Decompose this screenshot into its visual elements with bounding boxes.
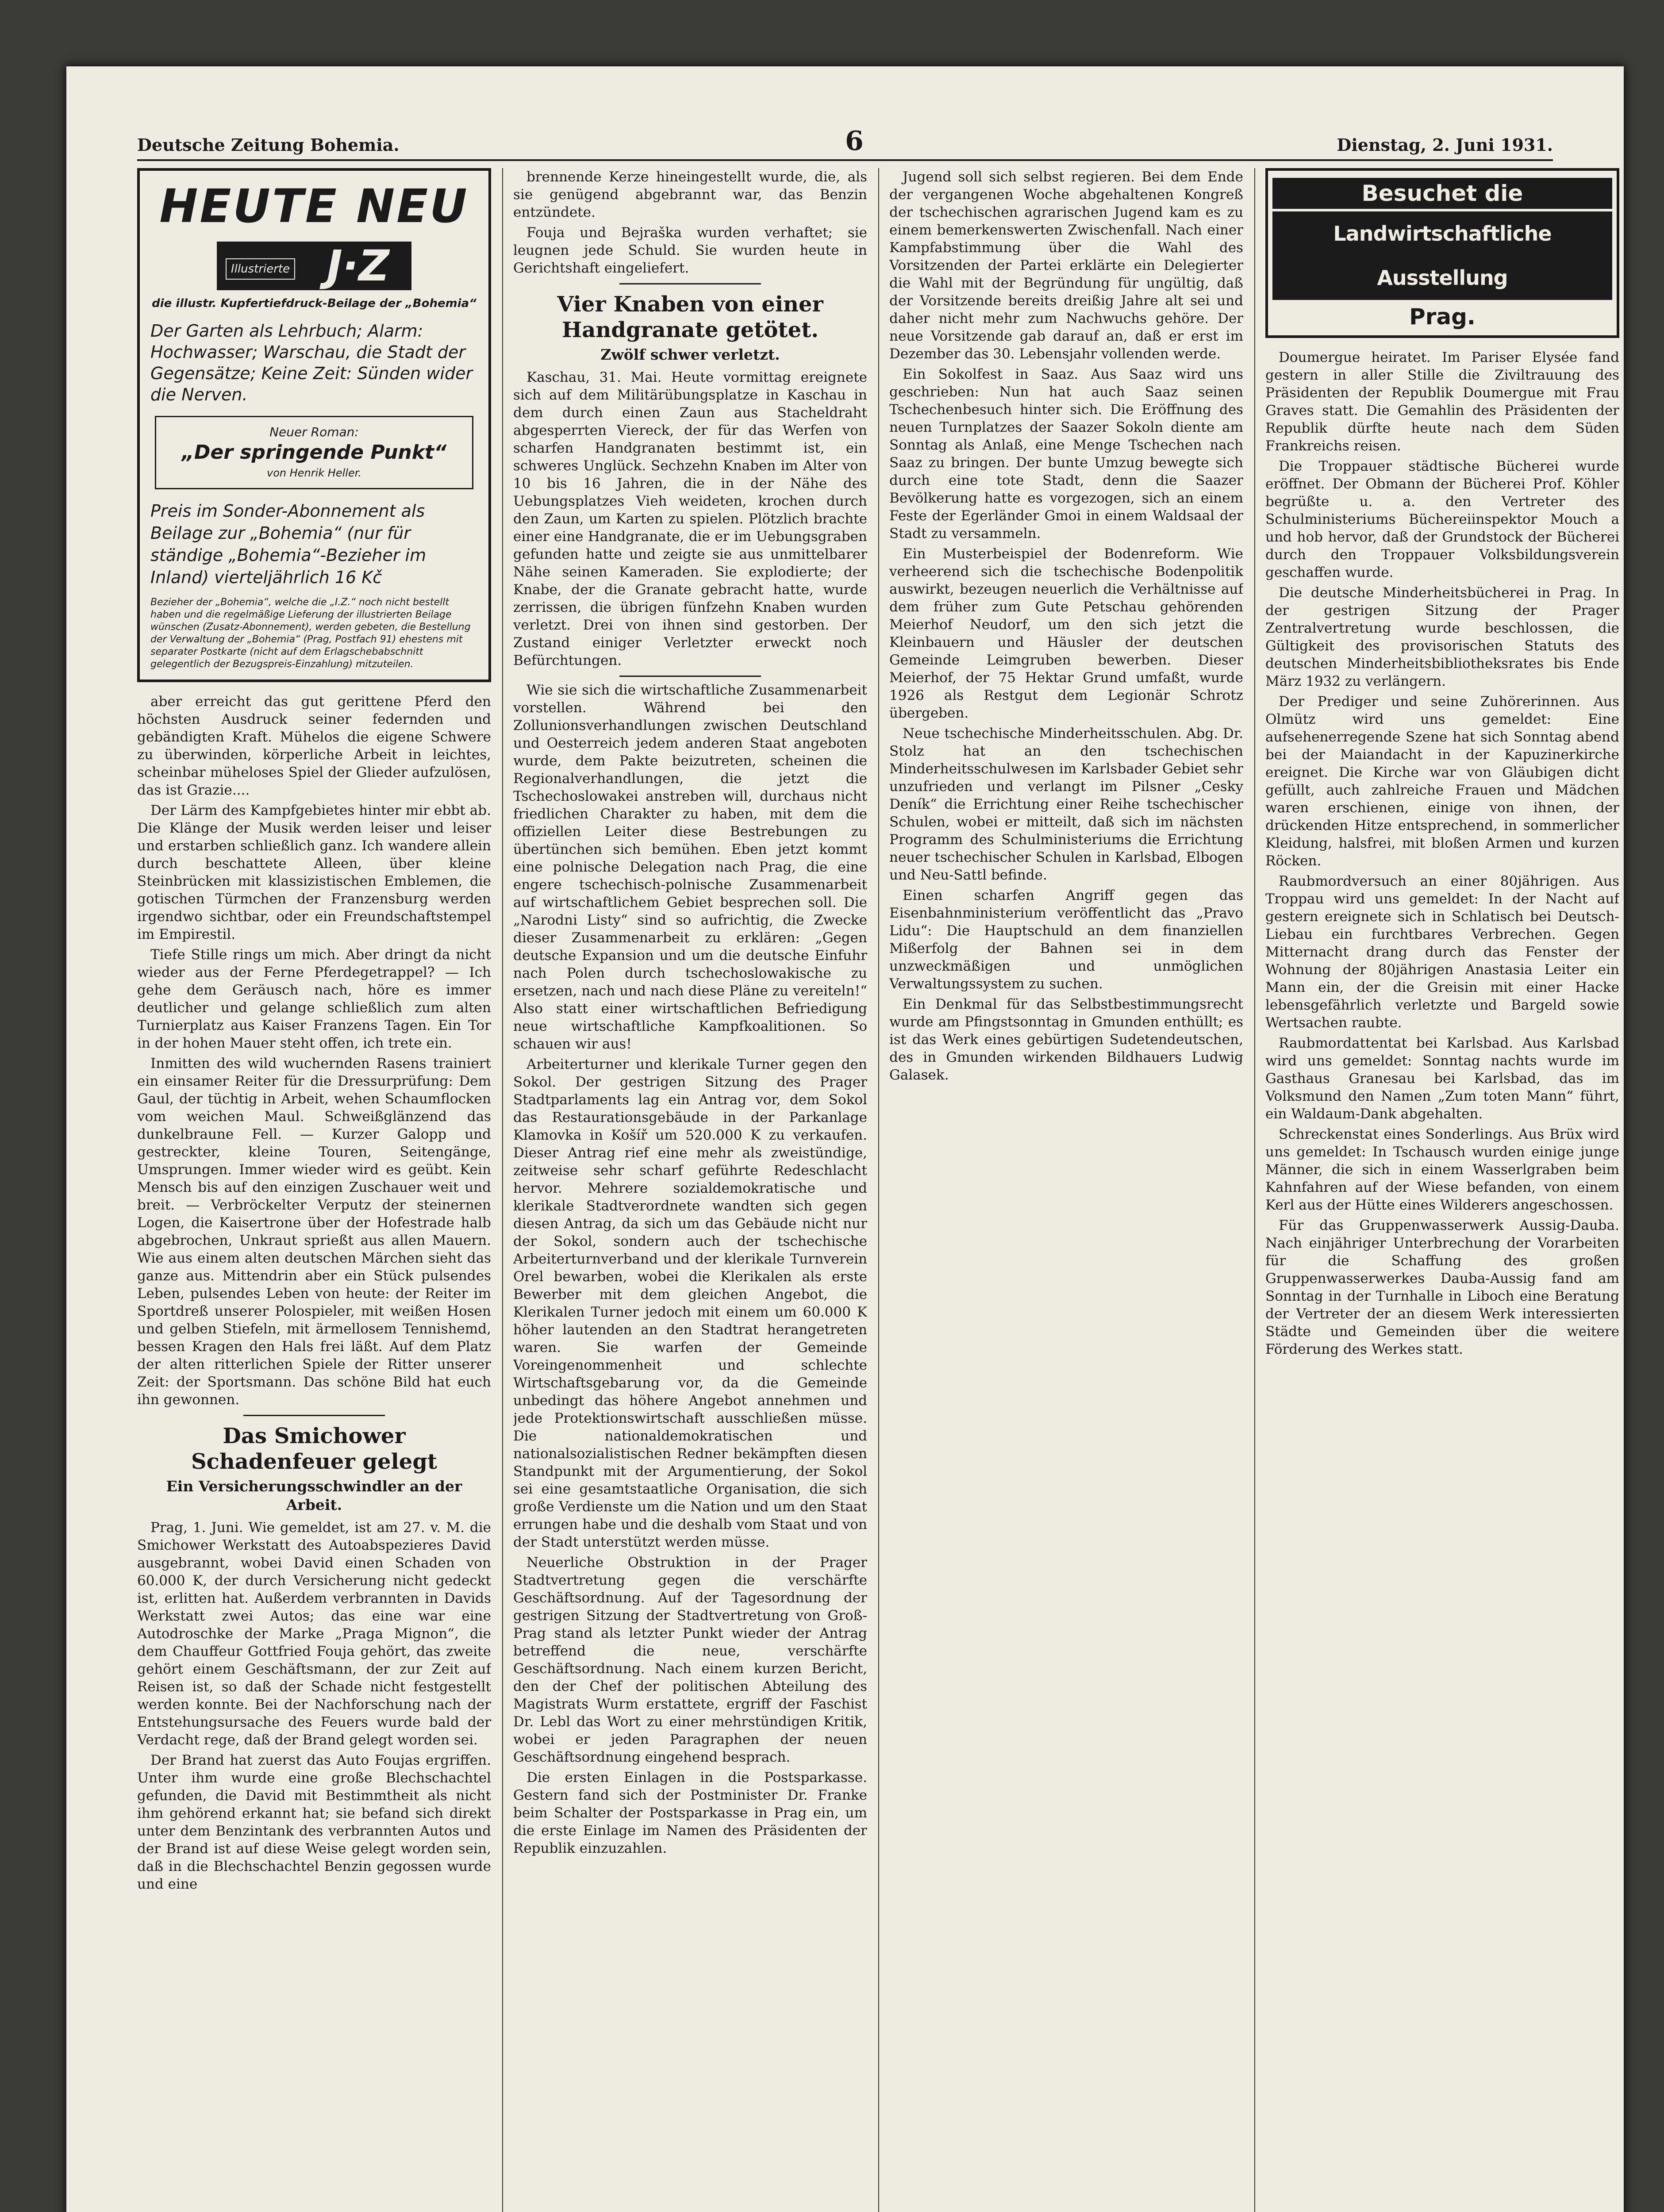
ad-headline: HEUTE NEU	[159, 179, 469, 233]
novel-author: von Henrik Heller.	[266, 467, 362, 479]
article-paragraph: Ein Sokolfest in Saaz. Aus Saaz wird uns geschrieben: Nun hat auch Saaz seinen Tschechenbesuch hinter sich. Die Eröffnung des neuen Turnplatzes der Saazer Sokoln diente am Sonntag als Anlaß, eine Menge Tschechen nach Saaz zu bringen. Der bunte Umzug bewegte sich durch eine tote Stadt, denn die Saazer Bevölkerung hatte es vorgezogen, sich an einem Feste der Egerländer Gmoi in einem Waldsaal der Stadt zu versammeln.	[889, 366, 1243, 541]
page-header	[137, 119, 1553, 161]
article-paragraph: Neuerliche Obstruktion in der Prager Stadtvertretung gegen die verschärfte Geschäftsordnung. Auf der Tagesordnung der gestrigen Sitzung der Stadtvertretung von Groß-Prag stand als letzter Punkt wieder der Antrag betreffend die neue, verschärfte Geschäftsordnung. Nach einem kurzen Bericht, den der Chef der politischen Abteilung des Magistrats Wurm erstattete, ergriff der Faschist Dr. Lebl das Wort zu einer mehrstündigen Kritik, wobei er jeden Paragraphen der neuen Geschäftsordnung eingehend besprach.	[513, 1555, 867, 1765]
article-paragraph: Ein Denkmal für das Selbstbestimmungsrecht wurde am Pfingstsonntag in Gmunden enthüllt; es ist das Werk eines gebürtigen Sudetendeutschen, des in Gmunden wirkenden Bildhauers Ludwig Galasek.	[889, 996, 1243, 1083]
ad-line-3: Prag.	[1409, 304, 1476, 330]
column-4	[1265, 168, 1619, 2212]
column-3	[889, 168, 1243, 2212]
column-rule	[878, 168, 879, 2212]
article-subhead: Ein Versicherungsschwindler an der Arbeit.	[166, 1478, 462, 1513]
jz-logo-big: J·Z	[327, 241, 389, 291]
article-paragraph: Für das Gruppenwasserwerk Aussig-Dauba. Nach einjähriger Unterbrechung der Vorarbeiten für die Schaffung des großen Gruppenwasserwerkes Dauba-Aussig fand am Sonntag in der Turnhalle in Liboch eine Beratung der Vertreter der an diesem Werk interessierten Städte und Gemeinden über die weitere Förderung des Werkes statt.	[1265, 1217, 1619, 1357]
ad-line-1: Besuchet die	[1272, 178, 1612, 209]
column-1	[137, 168, 491, 2212]
article-paragraph: Die deutsche Minderheitsbücherei in Prag. In der gestrigen Sitzung der Prager Zentralvertretung wurde beschlossen, die Gültigkeit des provisorischen Statuts des deutschen Minderheitsbibliotheksrates bis Ende März 1932 zu verlängern.	[1265, 585, 1619, 689]
column-2	[513, 168, 867, 2212]
article-paragraph: Die ersten Einlagen in die Postsparkasse. Gestern fand sich der Postminister Dr. Franke beim Schalter der Postsparkasse in Prag ein, um die erste Einlage im Namen des Präsidenten der Republik einzuzahlen.	[513, 1770, 867, 1856]
ad-heute-neu	[137, 168, 491, 682]
masthead-name: Deutsche Zeitung Bohemia.	[137, 135, 400, 155]
newspaper-page	[66, 66, 1624, 2212]
article-paragraph: Tiefe Stille rings um mich. Aber dringt da nicht wieder aus der Ferne Pferdegetrappel? — Ich gehe dem Geräusch nach, höre es immer deutlicher und gelange schließlich zum alten Turnierplatz aus Kaiser Franzens Tagen. Ein Tor in der hohen Mauer steht offen, ich trete ein.	[137, 947, 491, 1051]
article-headline: Das Smichower Schadenfeuer gelegt	[191, 1424, 438, 1474]
article-paragraph: Einen scharfen Angriff gegen das Eisenbahnministerium veröffentlicht das „Pravo Lidu“: Die Hauptschuld an dem finanziellen Mißerfolg der Bahnen sei in dem unzweckmäßigen und unmöglichen Verwaltungssystem zu suchen.	[889, 887, 1243, 992]
ad-caption: die illustr. Kupfertiefdruck-Beilage der „Bohemia“	[152, 297, 477, 310]
article-paragraph: Die Troppauer städtische Bücherei wurde eröffnet. Der Obmann der Bücherei Prof. Köhler begrüßte u. a. den Vertreter des Schulministeriums Büchereiinspektor Mouch a und hob hervor, daß der Grundstock der Bücherei durch den Troppauer Volksbildungsverein geschaffen wurde.	[1265, 458, 1619, 580]
section-rule	[619, 676, 761, 677]
article-paragraph: Doumergue heiratet. Im Pariser Elysée fand gestern in aller Stille die Ziviltrauung des Präsidenten der Republik Doumergue mit Frau Graves statt. Die Gemahlin des Präsidenten der Republik dürfte heute nach dem Süden Frankreichs reisen.	[1265, 349, 1619, 454]
ad-line-2: Landwirtschaftliche Ausstellung	[1272, 211, 1612, 300]
section-rule	[619, 283, 761, 284]
article-paragraph: Fouja und Bejraška wurden verhaftet; sie leugnen jede Schuld. Sie wurden heute in Gerichtshaft eingeliefert.	[513, 225, 867, 276]
article-paragraph: Kaschau, 31. Mai. Heute vormittag ereignete sich auf dem Militärübungsplatze in Kaschau in dem durch einen Zaun aus Stacheldraht abgesperrten Viereck, der für das Werfen von scharfen Handgranaten bestimmt ist, ein schweres Unglück. Sechzehn Knaben im Alter von 10 bis 16 Jahren, die in der Nähe des Uebungsplatzes Vieh weideten, krochen durch den Zaun, um Karten zu spielen. Plötzlich brachte einer eine Handgranate, die er im Uebungsgraben gefunden hatte und zeigte sie aus unmittelbarer Nähe seinen Kameraden. Sie explodierte; der Knabe, der die Granate gebracht hatte, wurde zerrissen, die übrigen fünfzehn Knaben wurden verletzt. Drei von ihnen sind gestorben. Der Zustand einiger Verletzter erweckt noch Befürchtungen.	[513, 369, 867, 668]
article-paragraph: Arbeiterturner und klerikale Turner gegen den Sokol. Der gestrigen Sitzung des Prager Stadtparlaments lag ein Antrag vor, dem Sokol das Restaurationsgebäude in der Parkanlage Klamovka in Košíř um 520.000 K zu verkaufen. Dieser Antrag rief eine mehr als zweistündige, zeitweise sehr scharf geführte Redeschlacht hervor. Mehrere sozialdemokratische und klerikale Stadtverordnete wandten sich gegen diesen Antrag, da sich um das Gebäude nicht nur der Sokol, sondern auch der tschechische Arbeiterturnverband und der klerikale Turnverein Orel bewarben, wobei die Klerikalen als erste Bewerber mit dem gleichen Angebot, die Klerikalen Turner jedoch mit einem um 60.000 K höher lautenden an den Stadtrat herangetreten waren. Sie warfen der Gemeinde Voreingenommenheit und schlechte Wirtschaftsgebarung vor, da die Gemeinde unbedingt das höhere Angebot annehmen und jede Protektionswirtschaft ausschließen müsse. Die nationaldemokratischen und nationalsozialistischen Redner bekämpften diesen Standpunkt mit der Argumentierung, der Sokol sei eine gesamtstaatliche Organisation, die sich große Verdienste um die Nation und um den Staat errungen habe und die deshalb vom Staat und von der Stadt unterstützt werden müsse.	[513, 1056, 867, 1550]
article-paragraph: Schreckenstat eines Sonderlings. Aus Brüx wird uns gemeldet: In Tschausch wurden einige junge Männer, die sich in einem Wasserlgraben beim Kahnfahren auf der Wiese befanden, von einem Kerl aus der Hütte eines Wilderers angeschossen.	[1265, 1126, 1619, 1213]
article-paragraph: Neue tschechische Minderheitsschulen. Abg. Dr. Stolz hat an den tschechischen Minderheitsschulwesen im Karlsbader Gebiet sehr unzufrieden und verlangt im Pilsner „Cesky Deník“ die Errichtung einer Reihe tschechischer Schulen, wobei er mitteilt, daß sich im nächsten Programm des Schulministeriums die Errichtung neuer tschechischer Schulen in Karlsbad, Elbogen und Neu-Sattl befinde.	[889, 726, 1243, 883]
ad-price: Preis im Sonder-Abonnement als Beilage zur „Bohemia“ (nur für ständige „Bohemia“-Bezieher im Inland) vierteljährlich 16 Kč	[150, 501, 427, 587]
article-subhead: Zwölf schwer verletzt.	[600, 346, 780, 363]
novel-label: Neuer Roman:	[269, 425, 359, 439]
article-paragraph: Jugend soll sich selbst regieren. Bei dem Ende der vergangenen Woche abgehaltenen Kongreß der tschechischen agrarischen Jugend kam es zu einem bemerkenswerten Zwischenfall. Nach einer Kampfabstimmung über die Wahl des Vorsitzenden der Partei erklärte ein Delegierter die Wahl mit der Begründung für ungültig, daß der Vorsitzende bereits dreißig Jahre alt sei und daher nicht mehr zum Nachwuchs gehöre. Der neue Vorsitzende gab darauf an, daß er erst im Dezember das 30. Lebensjahr vollenden werde.	[889, 169, 1243, 362]
article-paragraph: Wie sie sich die wirtschaftliche Zusammenarbeit vorstellen. Während bei den Zollunionsverhandlungen zwischen Deutschland und Oesterreich jedem anderen Staat angeboten wurde, dem Pakte beizutreten, scheinen die Regionalverhandlungen, die jetzt die Tschechoslowakei anstreben will, durchaus nicht friedlichen Charakter zu haben, mit dem die offiziellen Leiter diese Bestrebungen zu übertünchen sich bemühen. Eben jetzt kommt eine polnische Delegation nach Prag, die eine engere tschechisch-polnische Zusammenarbeit auf wirtschaftlichem Gebiet besprechen soll. Die „Narodni Listy“ sind so aufrichtig, die Zwecke dieser Zusammenarbeit zu erklären: „Gegen deutsche Expansion und um die deutsche Einfuhr nach Polen durch tschechoslowakische zu ersetzen, nach und nach diese Pläne zu vereiteln!“ Also statt einer wirtschaftlichen Befriedigung neue wirtschaftliche Kampfkoalitionen. So schauen wir aus!	[513, 682, 867, 1052]
article-paragraph: Raubmordattentat bei Karlsbad. Aus Karlsbad wird uns gemeldet: Sonntag nachts wurde im Gasthaus Granesau bei Karlsbad, das im Volksmund den Namen „Zum toten Mann“ führt, ein Waldaum-Dank abgehalten.	[1265, 1035, 1619, 1122]
page-number: 6	[845, 126, 864, 157]
column-rule	[1254, 168, 1255, 2212]
article-paragraph: Raubmordversuch an einer 80jährigen. Aus Troppau wird uns gemeldet: In der Nacht auf gestern ereignete sich in Schlatisch bei Deutsch-Liebau ein furchtbares Verbrechen. Gegen Mitternacht drang durch das Fenster der Wohnung der 80jährigen Anastasia Leiter ein Mann ein, der die Greisin mit einer Hacke lebensgefährlich verletzte und Bargeld sowie Wertsachen raubte.	[1265, 873, 1619, 1031]
issue-date: Dienstag, 2. Juni 1931.	[1337, 135, 1553, 155]
novel-box	[155, 416, 473, 489]
article-paragraph: Der Brand hat zuerst das Auto Foujas ergriffen. Unter ihm wurde eine große Blechschachtel gefunden, die David mit Bestimmtheit als nicht ihm gehörend erkannt hat; sie befand sich direkt unter dem Benzintank des verbrannten Autos und der Brand ist auf diese Weise gelegt worden sein, daß in die Blechschachtel Benzin gegossen wurde und eine	[137, 1752, 491, 1892]
article-paragraph: brennende Kerze hineingestellt wurde, die, als sie genügend abgebrannt war, das Benzin entzündete.	[513, 169, 867, 220]
ad-ausstellung	[1265, 168, 1619, 338]
article-paragraph: aber erreicht das gut gerittene Pferd den höchsten Ausdruck seiner federnden und gebändigten Kraft. Mühelos die eigene Schwere zu überwinden, körperliche Arbeit in leichtes, scheinbar müheloses Spiel der Glieder aufzulösen, das ist Grazie....	[137, 694, 491, 798]
jz-logo-small: Illustrierte	[226, 258, 295, 280]
article-paragraph: Inmitten des wild wuchernden Rasens trainiert ein einsamer Reiter für die Dressurprüfung: Dem Gaul, der tüchtig in Arbeit, wehen Schaumflocken vom weichen Maul. Schweißglänzend das dunkelbraune Fell. — Kurzer Galopp und gestreckter, kleine Touren, Seitengänge, Umsprungen. Immer wieder wird es geübt. Kein Mensch bis auf den einzigen Zuschauer weit und breit. — Verbröckelter Verputz der steinernen Logen, die Kaisertrone über der Hofestrade halb abgebrochen, Unkraut sprießt aus allen Mauern. Wie aus einem alten deutschen Märchen sieht das ganze aus. Mittendrin aber ein Stück pulsendes Leben, pulsendes Leben von heute: der Reiter im Sportdreß unserer Polospieler, mit weißen Hosen und gelben Stiefeln, mit ärmellosem Tennishemd, bessen Kragen den Hals frei läßt. Auf dem Platz der alten ritterlichen Spiele der Ritter unserer Zeit: der Sportsmann. Das schöne Bild hat euch ihn gewonnen.	[137, 1056, 491, 1408]
ad-fine-print: Bezieher der „Bohemia“, welche die „I.Z.“ noch nicht bestellt haben und die regelmäßige Lieferung der illustrierten Beilage wünschen (Zusatz-Abonnement), werden gebeten, die Bestellung der Verwaltung der „Bohemia“ (Prag, Postfach 91) ehestens mit separater Postkarte (nicht auf dem Erlagschebabschnitt gelegentlich der Bezugspreis-Einzahlung) mitzuteilen.	[150, 597, 471, 670]
article-paragraph: Der Lärm des Kampfgebietes hinter mir ebbt ab. Die Klänge der Musik werden leiser und leiser und erstarben schließlich ganz. Ich wandere allein durch beschattete Alleen, über kleine Steinbrücken mit klassizistischen Emblemen, die gotischen Türmchen der Franzensburg werden irgendwo sichtbar, oder ein Freundschaftstempel im Empirestil.	[137, 803, 491, 942]
article-paragraph: Der Prediger und seine Zuhörerinnen. Aus Olmütz wird uns gemeldet: Eine aufsehenerregende Szene hat sich Sonntag abend bei der Maiandacht in der Kapuzinerkirche ereignet. Die Kirche war von Gläubigen dicht gefüllt, auch zahlreiche Frauen und Mädchen waren erschienen, einige von ihnen, der drückenden Hitze entsprechend, in sommerlicher Kleidung, halsfrei, mit bloßen Armen und kurzen Röcken.	[1265, 694, 1619, 869]
article-headline: Vier Knaben von einer Handgranate getötet.	[557, 292, 823, 342]
section-rule	[243, 1415, 385, 1416]
article-paragraph: Prag, 1. Juni. Wie gemeldet, ist am 27. v. M. die Smichower Werkstatt des Autoabspezieres David ausgebrannt, wobei David einen Schaden von 60.000 K, der durch Versicherung nicht gedeckt ist, erlitten hat. Außerdem verbrannten in Davids Werkstatt zwei Autos; das eine war eine Autodroschke der Marke „Praga Mignon“, die dem Chauffeur Gottfried Fouja gehört, das zweite gehört einem Geschäftsmann, der zur Zeit auf Reisen ist, so daß der Schade nicht festgestellt werden konnte. Bei der Nachforschung nach der Entstehungsursache des Feuers wurde bald der Verdacht rege, daß der Brand gelegt worden sei.	[137, 1520, 491, 1748]
ad-topics: Der Garten als Lehrbuch; Alarm: Hochwasser; Warschau, die Stadt der Gegensätze; Keine Zeit: Sünden wider die Nerven.	[150, 321, 473, 404]
column-rule	[502, 168, 503, 2212]
article-paragraph: Ein Musterbeispiel der Bodenreform. Wie verheerend sich die tschechische Bodenpolitik auswirkt, bezeugen neuerlich die Verhältnisse auf dem früher zum Gute Petschau gehörenden Meierhof Neudorf, um den sich jetzt die Kleinbauern und Häusler der deutschen Gemeinde Leimgruben bewerben. Dieser Meierhof, der 75 Hektar Grund umfaßt, wurde 1926 als Restgut dem Legionär Schrotz übergeben.	[889, 546, 1243, 721]
jz-logo	[217, 242, 411, 290]
novel-title: „Der springende Punkt“	[181, 441, 447, 464]
